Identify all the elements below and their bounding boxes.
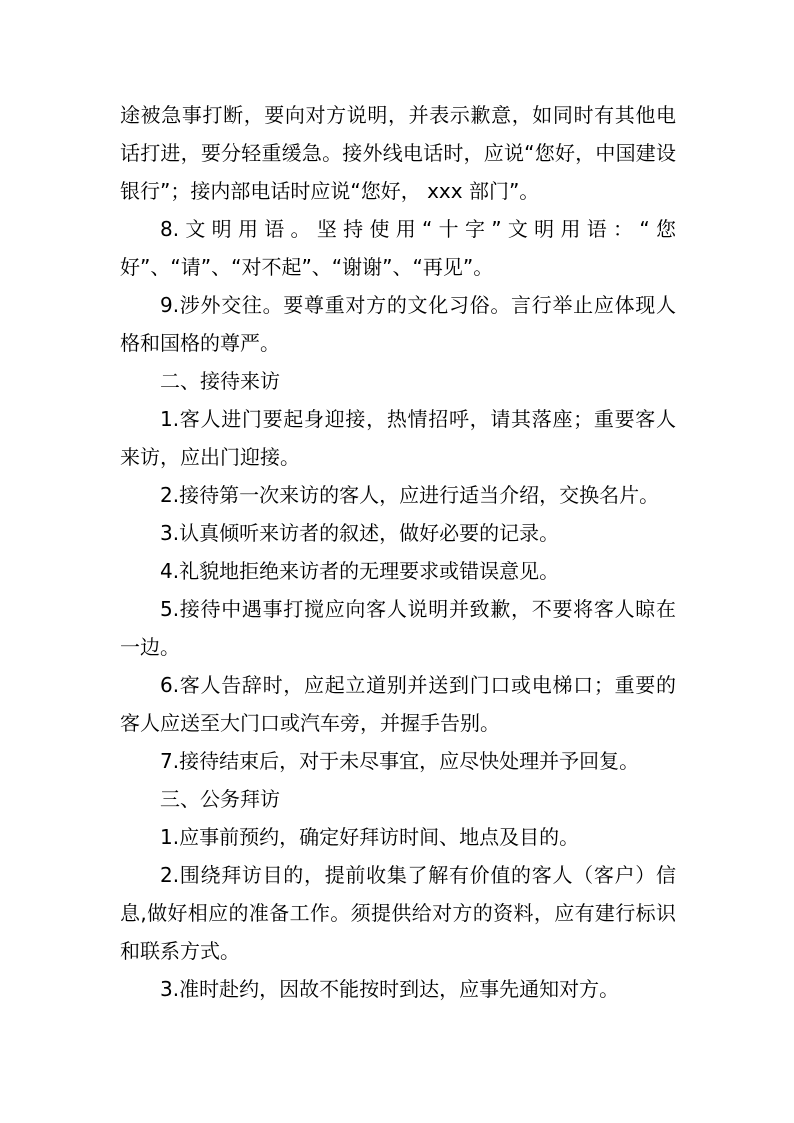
paragraph-reception-item-1: 1.客人进门要起身迎接，热情招呼，请其落座；重要客人来访，应出门迎接。 — [120, 407, 676, 469]
paragraph-reception-item-7: 7.接待结束后，对于未尽事宜，应尽快处理并予回复。 — [160, 749, 640, 773]
paragraph-item-9-foreign-affairs: 9.涉外交往。要尊重对方的文化习俗。言行举止应体现人格和国格的尊严。 — [120, 293, 676, 355]
paragraph-reception-item-5: 5.接待中遇事打搅应向客人说明并致歉，不要将客人晾在一边。 — [120, 597, 676, 659]
document-body — [120, 96, 676, 1008]
section-heading-business-visit: 三、公务拜访 — [160, 787, 280, 811]
section-heading-reception: 二、接待来访 — [160, 369, 280, 393]
paragraph-reception-item-6: 6.客人告辞时，应起立道别并送到门口或电梯口；重要的客人应送至大门口或汽车旁，并握手告别。 — [120, 673, 676, 735]
paragraph-visit-item-3: 3.准时赴约，因故不能按时到达，应事先通知对方。 — [160, 977, 620, 1001]
paragraph-reception-item-2: 2.接待第一次来访的客人，应进行适当介绍，交换名片。 — [160, 483, 660, 507]
paragraph-visit-item-2: 2.围绕拜访目的，提前收集了解有价值的客人（客户）信息,做好相应的准备工作。须提供给对方的资料，应有建行标识和联系方式。 — [120, 863, 676, 963]
paragraph-reception-item-4: 4.礼貌地拒绝来访者的无理要求或错误意见。 — [160, 559, 560, 583]
paragraph-reception-item-3: 3.认真倾听来访者的叙述，做好必要的记录。 — [160, 521, 560, 545]
paragraph-item-8-civil-language: 8.文明用语。坚持使用“十字”文明用语：“您好”、“请”、“对不起”、“谢谢”、“再见”。 — [120, 217, 676, 279]
paragraph-continuation: 途被急事打断，要向对方说明，并表示歉意，如同时有其他电话打进，要分轻重缓急。接外线电话时，应说“您好，中国建设银行”；接内部电话时应说“您好， xxx 部门”。 — [120, 103, 676, 203]
paragraph-visit-item-1: 1.应事前预约，确定好拜访时间、地点及目的。 — [160, 825, 580, 849]
